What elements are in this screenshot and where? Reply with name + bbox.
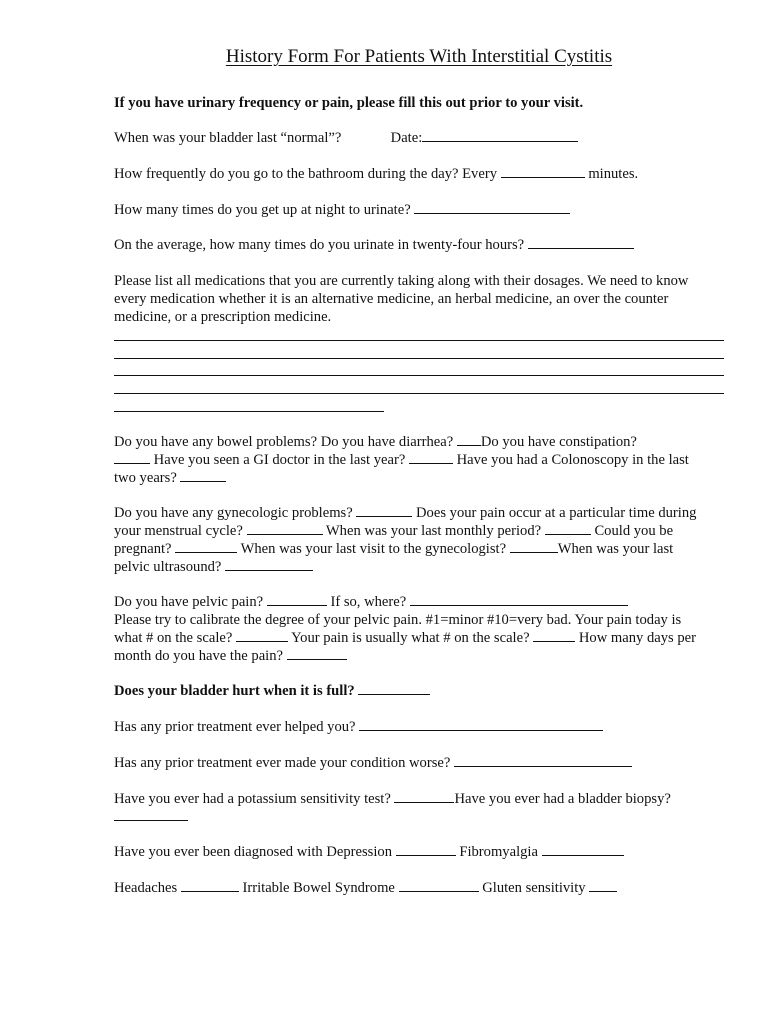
day-frequency-blank[interactable] bbox=[501, 165, 585, 178]
bowel-line-1: Do you have any bowel problems? Do you have diarrhea? Do you have constipation? bbox=[114, 434, 637, 450]
question-bladder-full: Does your bladder hurt when it is full? bbox=[114, 682, 430, 700]
medications-line[interactable] bbox=[114, 393, 724, 394]
question-night: How many times do you get up at night to urinate? bbox=[114, 201, 570, 219]
menstrual-cycle-blank[interactable] bbox=[247, 522, 323, 535]
date-blank[interactable] bbox=[422, 129, 578, 142]
bladder-full-blank[interactable] bbox=[358, 682, 430, 695]
depression-blank[interactable] bbox=[396, 843, 456, 856]
question-conditions: Headaches Irritable Bowel Syndrome Gluten sensitivity bbox=[114, 879, 617, 897]
gyn-line-4: pelvic ultrasound? bbox=[114, 558, 313, 576]
pain-location-blank[interactable] bbox=[410, 593, 628, 606]
pelvic-line-2: Please try to calibrate the degree of your pelvic pain. #1=minor #10=very bad. Your pain today is bbox=[114, 612, 682, 628]
colonoscopy-blank[interactable] bbox=[180, 469, 226, 482]
ibs-blank[interactable] bbox=[399, 879, 479, 892]
question-24h: On the average, how many times do you urinate in twenty-four hours? bbox=[114, 236, 634, 254]
pain-today-blank[interactable] bbox=[236, 629, 288, 642]
treatment-helped-blank[interactable] bbox=[359, 718, 603, 731]
medications-text-2: every medication whether it is an alternative medicine, an herbal medicine, an over the counter bbox=[114, 291, 669, 307]
medications-line[interactable] bbox=[114, 358, 724, 359]
gyn-problems-blank[interactable] bbox=[356, 504, 412, 517]
last-period-blank[interactable] bbox=[545, 522, 591, 535]
question-potassium: Have you ever had a potassium sensitivity test? Have you ever had a bladder biopsy? bbox=[114, 791, 671, 807]
gyn-line-2: your menstrual cycle? When was your last monthly period? Could you be bbox=[114, 523, 674, 539]
biopsy-answer-row bbox=[114, 808, 188, 826]
ultrasound-blank[interactable] bbox=[225, 558, 313, 571]
gyn-line-3: pregnant? When was your last visit to the gynecologist? When was your last bbox=[114, 541, 674, 557]
pelvic-line-3: what # on the scale? Your pain is usually what # on the scale? How many days per bbox=[114, 630, 697, 646]
medications-text-1: Please list all medications that you are currently taking along with their dosages. We need to know bbox=[114, 273, 689, 289]
gynecologist-visit-blank[interactable] bbox=[510, 540, 558, 553]
fibromyalgia-blank[interactable] bbox=[542, 843, 624, 856]
question-treatment-worse: Has any prior treatment ever made your condition worse? bbox=[114, 754, 632, 772]
pelvic-line-4: month do you have the pain? bbox=[114, 647, 347, 665]
form-title: History Form For Patients With Interstitial Cystitis bbox=[225, 46, 613, 67]
bowel-line-2: Have you seen a GI doctor in the last year? Have you had a Colonoscopy in the last bbox=[114, 451, 689, 469]
pelvic-line-1: Do you have pelvic pain? If so, where? bbox=[114, 593, 628, 611]
medications-text-3: medicine, or a prescription medicine. bbox=[114, 309, 332, 325]
medications-line[interactable] bbox=[114, 375, 724, 376]
question-treatment-helped: Has any prior treatment ever helped you? bbox=[114, 718, 603, 736]
question-day-frequency: How frequently do you go to the bathroom during the day? Every minutes. bbox=[114, 166, 639, 182]
pregnant-blank[interactable] bbox=[175, 540, 237, 553]
constipation-blank[interactable] bbox=[114, 451, 150, 464]
pain-days-blank[interactable] bbox=[287, 647, 347, 660]
biopsy-blank[interactable] bbox=[114, 808, 188, 821]
pain-usual-blank[interactable] bbox=[533, 629, 575, 642]
diarrhea-blank[interactable] bbox=[457, 433, 481, 446]
headaches-blank[interactable] bbox=[181, 879, 239, 892]
24h-blank[interactable] bbox=[528, 236, 634, 249]
intro-text: If you have urinary frequency or pain, please fill this out prior to your visit. bbox=[114, 95, 584, 111]
gluten-blank[interactable] bbox=[589, 879, 617, 892]
treatment-worse-blank[interactable] bbox=[454, 754, 632, 767]
night-blank[interactable] bbox=[414, 201, 570, 214]
gi-doctor-blank[interactable] bbox=[409, 451, 453, 464]
pelvic-pain-blank[interactable] bbox=[267, 593, 327, 606]
medications-line[interactable] bbox=[114, 411, 384, 412]
question-bladder-normal: When was your bladder last “normal”? Date: bbox=[114, 129, 578, 147]
question-diagnosed: Have you ever been diagnosed with Depression Fibromyalgia bbox=[114, 843, 624, 861]
gyn-line-1: Do you have any gynecologic problems? Does your pain occur at a particular time during bbox=[114, 505, 697, 521]
bowel-line-3: two years? bbox=[114, 469, 226, 487]
potassium-blank[interactable] bbox=[394, 790, 454, 803]
medications-line[interactable] bbox=[114, 340, 724, 341]
